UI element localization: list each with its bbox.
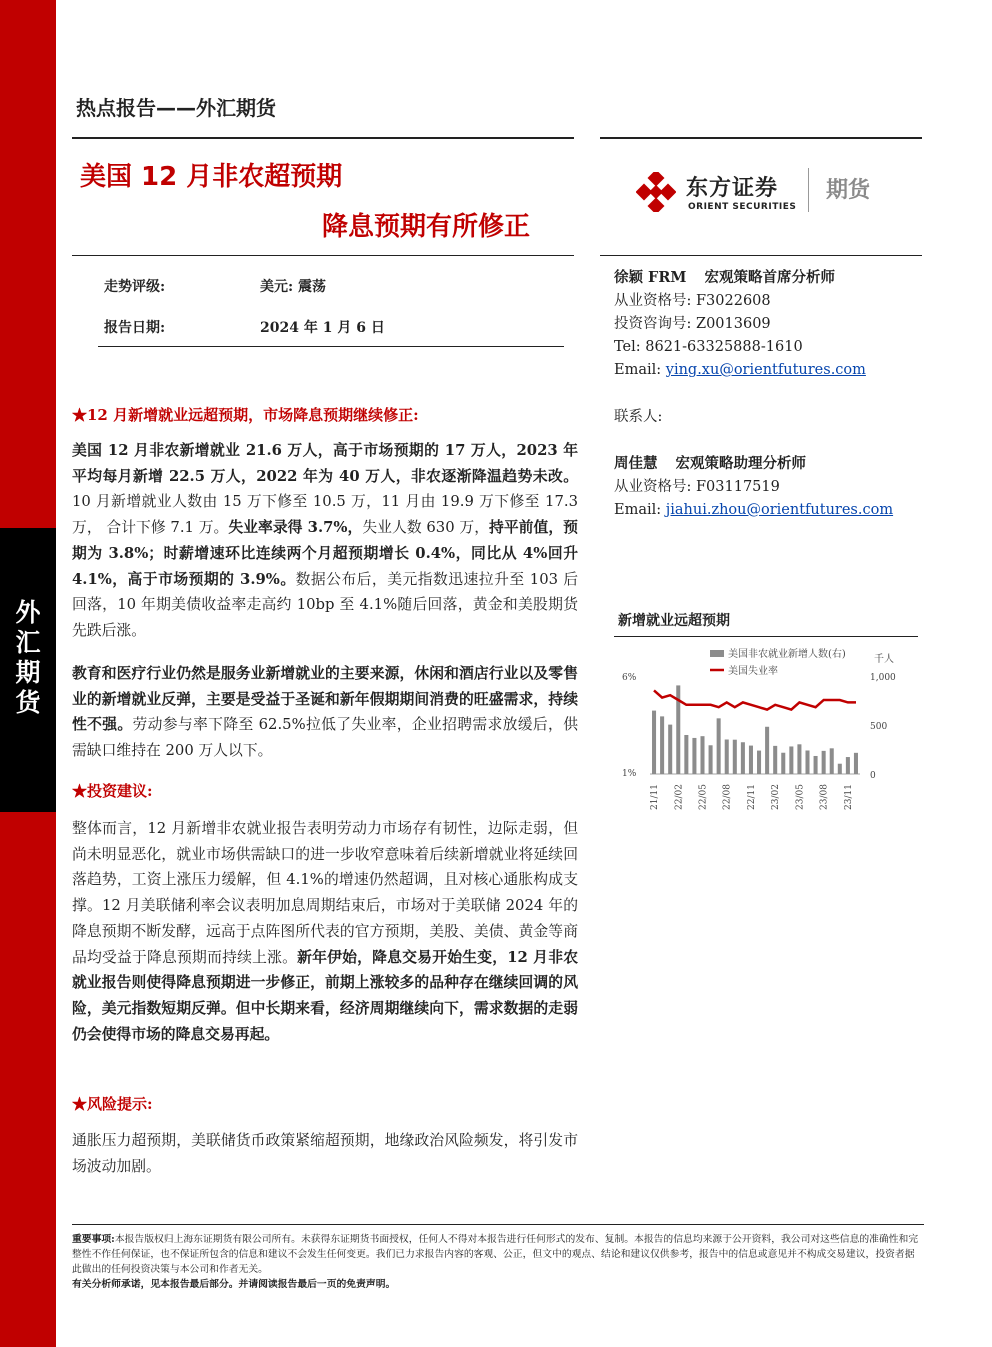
section-heading-advice: ★投资建议: [72, 782, 153, 800]
x-tick-label: 23/11 [843, 784, 854, 810]
bar-mark [814, 756, 818, 774]
title-rule [72, 255, 574, 256]
analyst-email-label: Email: [614, 502, 666, 518]
analyst-email-link[interactable]: ying.xu@orientfutures.com [665, 362, 866, 378]
paragraph-industries [72, 661, 578, 764]
analyst-title: 宏观策略助理分析师 [675, 455, 806, 472]
text-run: 10 月新增就业人数由 15 万下修至 10.5 万，11 月由 19.9 万下修至 17.3 万， 合计下修 7.1 万。 [72, 493, 578, 537]
analyst-consult-no: 投资咨询号: Z0013609 [614, 316, 771, 332]
text-run: 通胀压力超预期，美联储货币政策紧缩超预期，地缘政治风险频发，将引发市场波动加剧。 [72, 1132, 578, 1175]
bar-mark [692, 738, 696, 774]
unemployment-line [654, 690, 856, 709]
sidebar-category-label [0, 598, 56, 718]
text-run: 整体而言，12 月新增非农就业报告表明劳动力市场存有韧性，边际走弱，但尚未明显恶化，就业市场供需缺口的进一步收窄意味着后续新增就业将延续回落趋势，工资上涨压力缓解，但 4.1%的增速仍然超调，且对核心通胀构成支撑。12 月美联储利率会议表明加息周期结束后，市场对于美联储 2024 年的降息预期不断发酵，远高于点阵图所代表的官方预期，美股、美债、黄金等商品均受益于降息预期而持续上涨。 [72, 820, 578, 966]
left-tick-label: 1% [622, 769, 637, 779]
bar-mark [717, 718, 721, 774]
text-run: 教育和医疗行业仍然是服务业新增就业的主要来源，休闲和酒店行业以及零售业的新增就业反弹，主要是受益于圣诞和新年假期期间消费的旺盛需求，持续性不强。 [72, 665, 578, 734]
sidebar-char: 期 [15, 658, 41, 687]
bar-mark [805, 750, 809, 774]
bar-mark [789, 746, 793, 774]
bar-mark [846, 757, 850, 774]
analyst-license: 从业资格号: F03117519 [614, 479, 780, 495]
chart-title-rule [614, 636, 918, 637]
bar-mark [700, 736, 704, 774]
legend-bar-swatch [710, 650, 724, 657]
x-tick-label: 23/05 [795, 784, 806, 810]
disclaimer-rule [72, 1224, 924, 1225]
text-run: 新年伊始，降息交易开始生变，12 月非农就业报告则使得降息预期进一步修正，前期上涨较多的品种存在继续回调的风险，美元指数短期反弹。但中长期来看，经济周期继续向下，需求数据的走弱仍会使得市场的降息交易再起。 [72, 948, 578, 1043]
logo-futures: 期货 [826, 178, 871, 203]
section-heading-risk: ★风险提示: [72, 1095, 153, 1113]
report-title-line1: 美国 12 月非农超预期 [80, 162, 343, 192]
analyst-rule [600, 255, 922, 256]
analyst-email-label: Email: [614, 362, 666, 378]
paragraph-employment [72, 438, 578, 644]
left-tick-label: 6% [622, 673, 637, 683]
analyst-name: 徐颖 FRM [614, 269, 687, 286]
bar-mark [773, 746, 777, 774]
bar-mark [733, 740, 737, 774]
section-heading-employment: ★12 月新增就业远超预期，市场降息预期继续修正: [72, 406, 419, 424]
date-value: 2024 年 1 月 6 日 [260, 320, 385, 336]
text-run: 数据公布后，美元指数迅速拉升至 103 后回落，10 年期美债收益率走高约 10bp 至 4.1%随后回落，黄金和美股期货先跌后涨。 [72, 570, 579, 639]
header-rule-left [72, 137, 574, 139]
x-tick-label: 22/11 [746, 784, 757, 810]
contact-label: 联系人: [614, 409, 663, 425]
x-tick-label: 22/02 [674, 784, 685, 810]
analyst-tel: Tel: 8621-63325888-1610 [614, 339, 803, 355]
orient-logo-icon [636, 172, 676, 212]
bar-mark [830, 748, 834, 774]
sidebar-char: 货 [15, 688, 41, 717]
logo-name-en: ORIENT SECURITIES [688, 202, 797, 212]
disclaimer-text: 本报告版权归上海东证期货有限公司所有。未获得东证期货书面授权，任何人不得对本报告进行任何形式的发布、复制。本报告的信息均来源于公开资料，我公司对这些信息的准确性和完整性不作任何保证，也不保证所包含的信息和建议不会发生任何变更。我们已力求报告内容的客观、公正，但文中的观点、结论和建议仅供参考，报告中的信息或意见并不构成交易建议，投资者据此做出的任何投资决策与本公司和作者无关。 [72, 1234, 919, 1275]
bar-mark [749, 746, 753, 774]
legend-bar-label: 美国非农就业新增人数(右) [728, 649, 846, 660]
right-tick-label: 0 [870, 771, 876, 781]
legend-line-label: 美国失业率 [728, 666, 778, 677]
analyst-title: 宏观策略首席分析师 [704, 269, 835, 286]
paragraph-advice [72, 816, 578, 1047]
analyst-1 [614, 266, 866, 382]
paragraph-risk [72, 1128, 578, 1179]
bar-mark [757, 751, 761, 774]
chart-title: 新增就业远超预期 [618, 613, 730, 629]
text-run: 劳动参与率下降至 62.5%拉低了失业率，企业招聘需求放缓后，供需缺口维持在 200 万人以下。 [72, 716, 578, 760]
x-tick-label: 23/02 [771, 784, 782, 810]
bar-mark [797, 744, 801, 774]
text-run: 美国 12 月非农新增就业 21.6 万人，高于市场预期的 17 万人，2023 年平均每月新增 22.5 万人，2022 年为 40 万人，非农逐渐降温趋势未改。 [72, 442, 578, 485]
rating-value: 美元: 震荡 [260, 279, 327, 295]
bar-mark [684, 735, 688, 774]
analyst-2 [614, 452, 893, 522]
analyst-email-link[interactable]: jiahui.zhou@orientfutures.com [665, 502, 894, 518]
disclaimer [72, 1232, 924, 1292]
bar-mark [668, 725, 672, 774]
text-run: 失业人数 630 万， [362, 519, 490, 537]
bar-mark [709, 745, 713, 774]
header-rule-right [600, 137, 922, 139]
employment-chart [614, 640, 904, 825]
x-tick-label: 22/05 [698, 784, 709, 810]
meta-rule [98, 346, 564, 347]
analyst-license: 从业资格号: F3022608 [614, 293, 771, 309]
bar-mark [822, 751, 826, 774]
x-tick-label: 23/08 [819, 784, 830, 810]
bar-mark [660, 716, 664, 774]
bar-mark [765, 727, 769, 774]
bar-mark [652, 711, 656, 774]
bar-mark [741, 742, 745, 774]
x-tick-label: 21/11 [650, 784, 661, 810]
text-run: 持平前值，预期为 3.8%；时薪增速环比连续两个月超预期增长 0.4%，同比从 4%回升 4.1%，高于市场预期的 3.9%。 [72, 519, 578, 588]
logo-name-cn: 东方证券 [686, 176, 779, 201]
bar-mark [781, 753, 785, 774]
right-tick-label: 500 [870, 722, 888, 732]
rating-label: 走势评级: [104, 279, 166, 295]
text-run: 失业率录得 3.7%， [228, 519, 363, 537]
right-axis-unit: 千人 [874, 654, 894, 665]
x-tick-label: 22/08 [722, 784, 733, 810]
report-title-line2: 降息预期有所修正 [322, 212, 531, 242]
bar-mark [854, 753, 858, 774]
disclaimer-last: 有关分析师承诺，见本报告最后部分。并请阅读报告最后一页的免责声明。 [72, 1279, 396, 1290]
sidebar-char: 外 [15, 598, 41, 627]
date-label: 报告日期: [104, 320, 166, 336]
right-tick-label: 1,000 [870, 673, 896, 683]
logo-separator [808, 168, 809, 212]
sidebar-char: 汇 [15, 628, 41, 657]
disclaimer-lead: 重要事项: [72, 1234, 115, 1245]
analyst-name: 周佳慧 [614, 455, 658, 472]
bar-mark [725, 740, 729, 774]
bar-mark [838, 764, 842, 774]
doc-type-heading: 热点报告——外汇期货 [76, 96, 276, 120]
